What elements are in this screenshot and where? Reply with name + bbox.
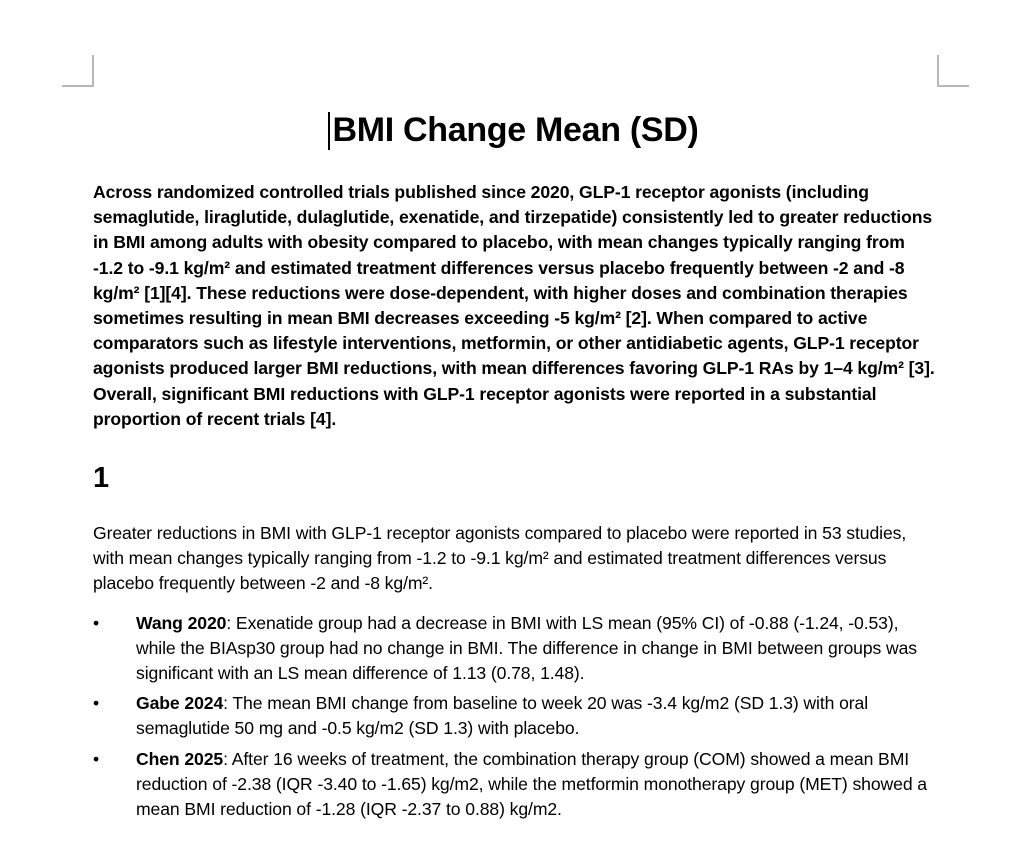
list-item xyxy=(93,691,938,741)
margin-corner-top-left xyxy=(62,55,94,87)
study-name: Gabe 2024 xyxy=(136,693,224,714)
bullet-icon: • xyxy=(93,693,100,714)
margin-corner-top-right xyxy=(937,55,969,87)
list-item xyxy=(93,611,938,687)
study-description: : The mean BMI change from baseline to week 20 was -3.4 kg/m2 (SD 1.3) with oral semaglutide 50 mg and -0.5 kg/m2 (SD 1.3) with placebo. xyxy=(136,693,869,739)
list-item xyxy=(93,747,938,823)
study-list xyxy=(93,611,938,823)
bullet-icon: • xyxy=(93,612,100,633)
text-cursor xyxy=(328,112,330,150)
document-title-text: BMI Change Mean (SD) xyxy=(332,111,699,149)
study-description: : After 16 weeks of treatment, the combination therapy group (COM) showed a mean BMI reduction of -2.38 (IQR -3.40 to -1.65) kg/m2, while the metformin monotherapy group (MET) showed a mean BMI reduction of -1.28 (IQR -2.37 to 0.88) kg/m2. xyxy=(136,748,927,820)
study-name: Wang 2020 xyxy=(136,612,227,633)
document-body[interactable] xyxy=(93,108,938,827)
document-title[interactable] xyxy=(93,108,938,152)
bullet-icon: • xyxy=(93,748,100,769)
section-heading: 1 xyxy=(93,462,110,495)
study-name: Chen 2025 xyxy=(136,748,224,769)
study-description: : Exenatide group had a decrease in BMI with LS mean (95% CI) of -0.88 (-1.24, -0.53), while the BIAsp30 group had no change in BMI. The difference in change in BMI between groups was significant with an LS mean difference of 1.13 (0.78, 1.48). xyxy=(136,612,917,684)
section-paragraph: Greater reductions in BMI with GLP-1 receptor agonists compared to placebo were reported in 53 studies, with mean changes typically ranging from -1.2 to -9.1 kg/m² and estimated treatment differences versus placebo frequently between -2 and -8 kg/m². xyxy=(93,523,907,594)
summary-paragraph: Across randomized controlled trials published since 2020, GLP-1 receptor agonists (including semaglutide, liraglutide, dulaglutide, exenatide, and tirzepatide) consistently led to greater reductions in BMI among adults with obesity compared to placebo, with mean changes typically ranging from -1.2 to -9.1 kg/m² and estimated treatment differences versus placebo frequently between -2 and -8 kg/m² [1][4]. These reductions were dose-dependent, with higher doses and combination therapies sometimes resulting in mean BMI decreases exceeding -5 kg/m² [2]. When compared to active comparators such as lifestyle interventions, metformin, or other antidiabetic agents, GLP-1 receptor agonists produced larger BMI reductions, with mean differences favoring GLP-1 RAs by 1–4 kg/m² [3]. Overall, significant BMI reductions with GLP-1 receptor agonists were reported in a substantial proportion of recent trials [4]. xyxy=(93,182,935,429)
